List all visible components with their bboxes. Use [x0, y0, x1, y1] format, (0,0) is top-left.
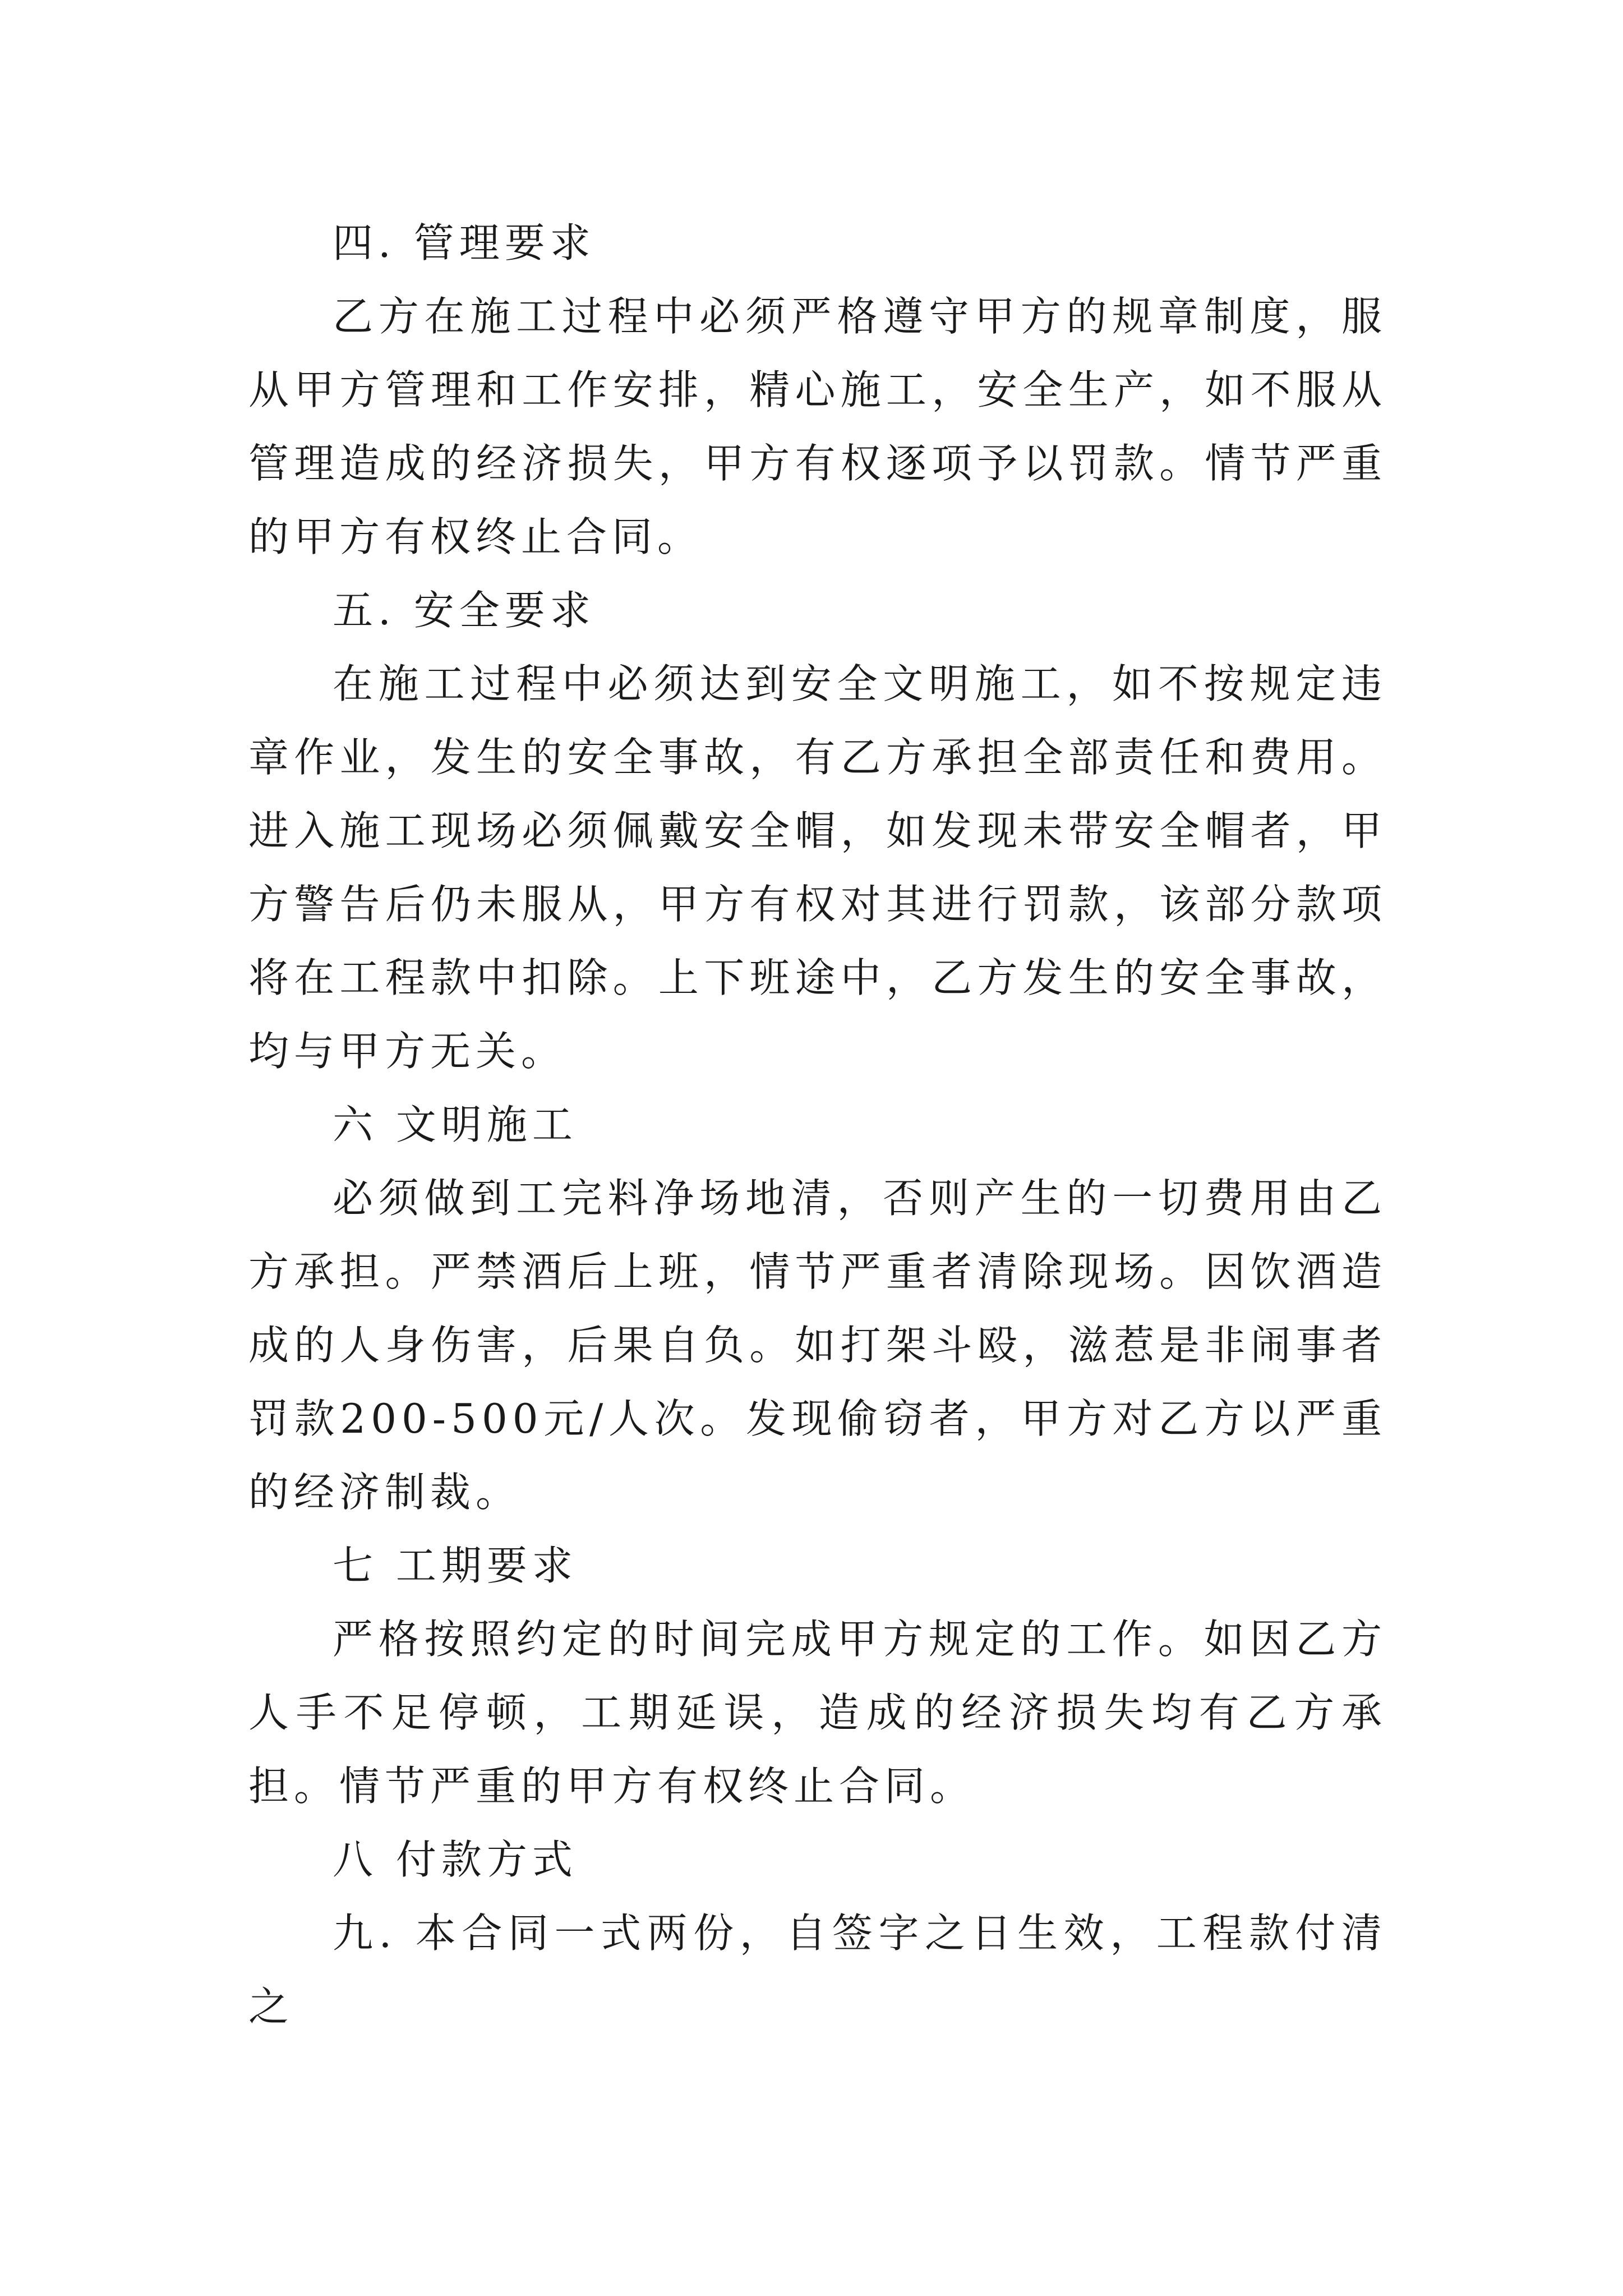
section-heading-payment: 八 付款方式 — [333, 1836, 578, 1883]
section-paragraph-schedule: 严格按照约定的时间完成甲方规定的工作。如因乙方人手不足停顿，工期延误，造成的经济损失均有乙方承担。情节严重的甲方有权终止合同。 — [248, 1616, 1387, 1810]
section-heading-safety: 五. 安全要求 — [333, 587, 596, 634]
section-paragraph-management: 乙方在施工过程中必须严格遵守甲方的规章制度，服从甲方管理和工作安排，精心施工，安全生产，如不服从管理造成的经济损失，甲方有权逐项予以罚款。情节严重的甲方有权终止合同。 — [248, 293, 1387, 560]
section-paragraph-safety: 在施工过程中必须达到安全文明施工，如不按规定违章作业，发生的安全事故，有乙方承担全部责任和费用。进入施工现场必须佩戴安全帽，如发现未带安全帽者，甲方警告后仍未服从，甲方有权对其进行罚款，该部分款项将在工程款中扣除。上下班途中，乙方发生的安全事故，均与甲方无关。 — [248, 660, 1387, 1075]
section-heading-schedule: 七 工期要求 — [333, 1542, 578, 1589]
section-final-clause: 九. 本合同一式两份，自签字之日生效，工程款付清之 — [248, 1910, 1387, 2030]
document-body — [248, 206, 1387, 2044]
section-heading-civilized-construction: 六 文明施工 — [333, 1101, 578, 1148]
section-heading-management: 四. 管理要求 — [333, 219, 596, 266]
section-paragraph-civilized-construction: 必须做到工完料净场地清，否则产生的一切费用由乙方承担。严禁酒后上班，情节严重者清除现场。因饮酒造成的人身伤害，后果自负。如打架斗殴，滋惹是非闹事者罚款200-500元/人次。发现偷窃者，甲方对乙方以严重的经济制裁。 — [248, 1175, 1387, 1516]
